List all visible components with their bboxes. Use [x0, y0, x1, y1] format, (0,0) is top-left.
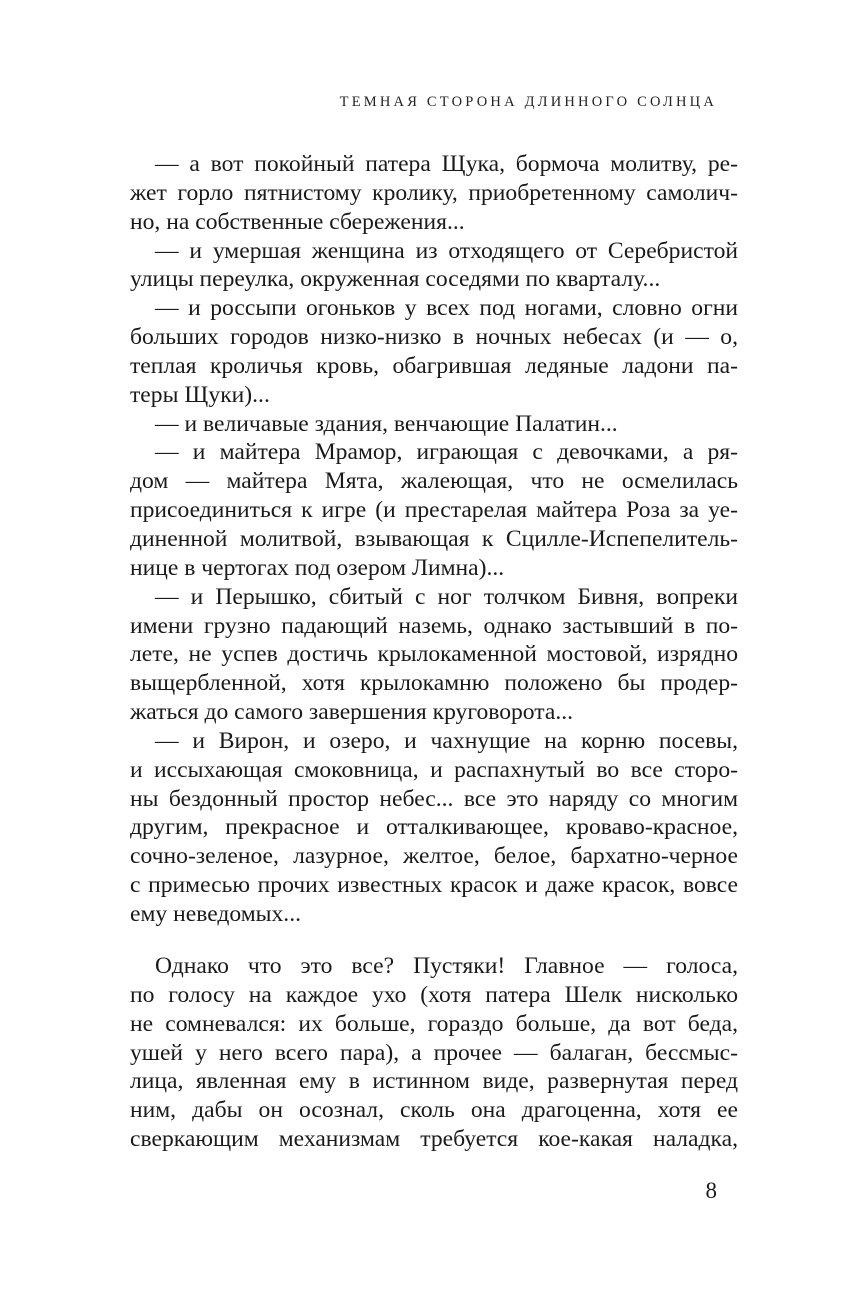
text-line: жет горло пятнистому кролику, приобретенному самолич-: [130, 179, 738, 206]
text-line: с примесью прочих известных красок и даже красок, вовсе: [130, 872, 738, 899]
text-line: теры Щуки)...: [130, 381, 270, 408]
text-block-1: [130, 150, 738, 929]
text-line: ему неведомых...: [130, 900, 301, 927]
text-line: Однако что это все? Пустяки! Главное — голоса,: [155, 953, 738, 979]
text-line: улицы переулка, окруженная соседями по кварталу...: [130, 266, 661, 293]
text-line: — и Перышко, сбитый с ног толчком Бивня, вопреки: [155, 583, 738, 610]
text-line: — и умершая женщина из отходящего от Серебристой: [155, 237, 738, 264]
text-line: диненной молитвой, взывающая к Сцилле-Испепелитель-: [130, 525, 738, 552]
text-line: выщербленной, хотя крылокамню положено бы продер-: [130, 670, 738, 697]
text-line: имени грузно падающий наземь, однако застывший в по-: [130, 612, 738, 639]
text-line: лете, не успев достичь крылокаменной мостовой, изрядно: [130, 641, 738, 668]
text-block-2: [130, 952, 738, 1154]
text-line: ушей у него всего пара), а прочее — балаган, бессмыс-: [130, 1039, 738, 1066]
text-line: жаться до самого завершения круговорота...: [130, 699, 574, 726]
running-head: ТЕМНАЯ СТОРОНА ДЛИННОГО СОЛНЦА: [339, 94, 717, 110]
text-line: — и майтера Мрамор, играющая с девочками, а ря-: [155, 439, 738, 466]
text-line: по голосу на каждое ухо (хотя патера Шелк нисколько: [130, 981, 738, 1008]
text-line: присоединиться к игре (и престарелая майтера Роза за уе-: [130, 497, 738, 524]
text-line: теплая кроличья кровь, обагрившая ледяные ладони па-: [130, 352, 738, 379]
text-line: нице в чертогах под озером Лимна)...: [130, 554, 505, 581]
text-line: больших городов низко-низко в ночных небесах (и — о,: [130, 324, 738, 351]
text-line: сочно-зеленое, лазурное, желтое, белое, бархатно-черное: [130, 843, 738, 870]
text-line: не сомневался: их больше, гораздо больше, да вот беда,: [130, 1010, 738, 1037]
text-line: — и величавые здания, венчающие Палатин...: [155, 410, 618, 437]
text-line: ны бездонный простор небес... все это наряду со многим: [130, 785, 738, 812]
text-line: сверкающим механизмам требуется кое-какая наладка,: [130, 1126, 738, 1153]
text-line: лица, явленная ему в истинном виде, развернутая перед: [130, 1068, 738, 1095]
text-line: дом — майтера Мята, жалеющая, что не осмелилась: [130, 468, 738, 495]
text-line: ним, дабы он осознал, сколь она драгоценна, хотя ее: [130, 1097, 738, 1124]
page-number: 8: [705, 1178, 717, 1203]
text-line: другим, прекрасное и отталкивающее, кроваво-красное,: [130, 814, 738, 841]
text-line: — и Вирон, и озеро, и чахнущие на корню посевы,: [155, 727, 738, 754]
text-line: и иссыхающая смоковница, и распахнутый во все сторо-: [130, 756, 738, 783]
text-line: — и россыпи огоньков у всех под ногами, словно огни: [155, 295, 738, 322]
text-line: но, на собственные сбережения...: [130, 208, 465, 235]
text-line: — а вот покойный патера Щука, бормоча молитву, ре-: [155, 151, 738, 177]
